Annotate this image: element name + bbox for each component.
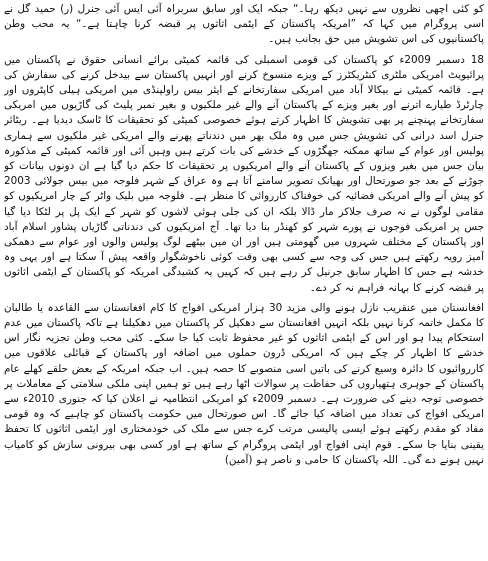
article-body: [4, 2, 484, 559]
article-paragraph-1: کو کئی اچھی نظروں سے نہیں دیکھ رہا۔“ جبکہ ایک اور سابق سربراہ آئی ایس آئی جنرل (ر) حمید گل نے اسی پروگرام میں کہا کہ ”امریکہ پاکستان کے ایٹمی اثاثوں پر قبضہ کرنا چاہتا ہے۔“ یہ محب وطن پاکستانیوں کی اس تشویش میں حق بجانب ہیں۔: [4, 3, 484, 46]
article-paragraph-2: 18 دسمبر 2009ء کو پاکستان کی قومی اسمبلی کی قائمہ کمیٹی برائے انسانی حقوق نے پاکستان میں پرائیویٹ امریکی ملٹری کنٹریکٹرز کے ویزے منسوخ کرنے اور انہیں پاکستان سے بیدخل کرنے کی سفارش کی ہے۔ قائمہ کمیٹی نے بیکالا آباد میں امریکی سفارتخانے کے ایئر بیس راولپنڈی میں امریکی ہیلی کاپٹروں اور چارٹرڈ طیارے اترنے اور بغیر ویزے کے پاکستان آنے والے غیر ملکیوں و بغیر نمبر پلیٹ کی گاڑیوں میں امریکی سفارتخانے پہنچنے پر بھی تشویش کا اظہار کرتے ہوئے خصوصی کمیٹی کو تحقیقات کا ٹاسک دیدیا ہے۔ ریٹائر جنرل اسد درانی کی تشویش جس میں وہ ملک بھر میں دندناتے پھرنے والے امریکی غیر ملکیوں سے ہماری پولیس اور عوام کے ساتھ ممکنہ جھگڑوں کے خدشے کی بات کرتے ہیں وہیں آئی اور قائمہ کمیٹی کے مذکورہ بیان جس میں بغیر ویزوں کے پاکستان آنے والے امریکیوں پر تحقیقات کا حکم دیا گیا ہے ان دونوں بیانات کو جوڑنے کے بعد جو صورتحال اور بھیانک تصویر سامنے آتا ہے وہ عراق کے شہر فلوجہ میں بیس جولائی 2003 کو پیش آنے والے امریکی فضائیہ کی خوفناک کارروائی کا منظر ہے۔ فلوجہ میں بلیک واٹر کے چار امریکیوں کو مقامی لوگوں نے نہ صرف جلاکر مار ڈالا بلکہ ان کی جلی ہوئی لاشوں کو شہر کے ایک پل پر لٹکا دیا گیا جس پر امریکی فوجوں نے پورے شہر کو کھنڈر بنا دیا تھا۔ آج امریکیوں کی دندناتی گاڑیاں پشاور اسلام آباد اور پاکستان کے مختلف شہروں میں گھومتی ہیں اور ان میں بیٹھے لوگ پولیس والوں اور عوام سے دھمکی آمیز رویہ رکھتے ہیں جس کی وجہ سے کسی بھی وقت کوئی ناخوشگوار واقعہ پیش آ سکتا ہے اور یہی وہ خدشہ ہے جس کا اظہار سابق جرنیل کر رہے ہیں کہ کہیں یہ کشیدگی امریکہ کو پاکستان کے ایٹمی اثاثوں پر قبضہ کرنے کا بہانہ فراہم نہ کر دے۔: [4, 53, 484, 294]
article-paragraph-3: افغانستان میں عنقریب نازل ہونے والی مزید 30 ہزار امریکی افواج کا کام افغانستان سے القاعدہ یا طالبان کا مکمل خاتمہ کرنا نہیں بلکہ انہیں افغانستان سے دھکیل کر پاکستان میں دھکیلنا ہے تاکہ پاکستان میں عدم استحکام پیدا ہو اور اس کے ایٹمی اثاثوں کو غیر محفوظ ثابت کیا جا سکے۔ کئی محب وطن تجزیہ نگار اس خدشے کا اظہار کر چکے ہیں کہ امریکی ڈرون حملوں میں اضافہ اور پاکستان کے قبائلی علاقوں میں کارروائیوں کا دائرہ وسیع کرنے کی باتیں اسی منصوبے کا حصہ ہیں۔ اب جبکہ امریکہ کے بعض حلقے کھلے عام پاکستان کے جوہری ہتھیاروں کی حفاظت پر سوالات اٹھا رہے ہیں تو ہمیں اپنی ملکی سلامتی کے معاملات پر خصوصی توجہ دینے کی ضرورت ہے۔ دسمبر 2009ء کو امریکی انتظامیہ نے اعلان کیا کہ جنوری 2010ء سے امریکی افواج کی تعداد میں اضافہ کیا جائے گا۔ اس صورتحال میں حکومت پاکستان کو چاہیے کہ وہ قومی مفاد کو مقدم رکھتے ہوئے ایسی پالیسی مرتب کرے جس سے ملک کی خودمختاری اور ایٹمی اثاثوں کا تحفظ یقینی بنایا جا سکے۔ قوم اپنی افواج اور ایٹمی پروگرام کے ساتھ ہے اور کسی بھی بیرونی سازش کو کامیاب نہیں ہونے دے گی۔ اللہ پاکستان کا حامی و ناصر ہو (آمین): [4, 301, 484, 466]
